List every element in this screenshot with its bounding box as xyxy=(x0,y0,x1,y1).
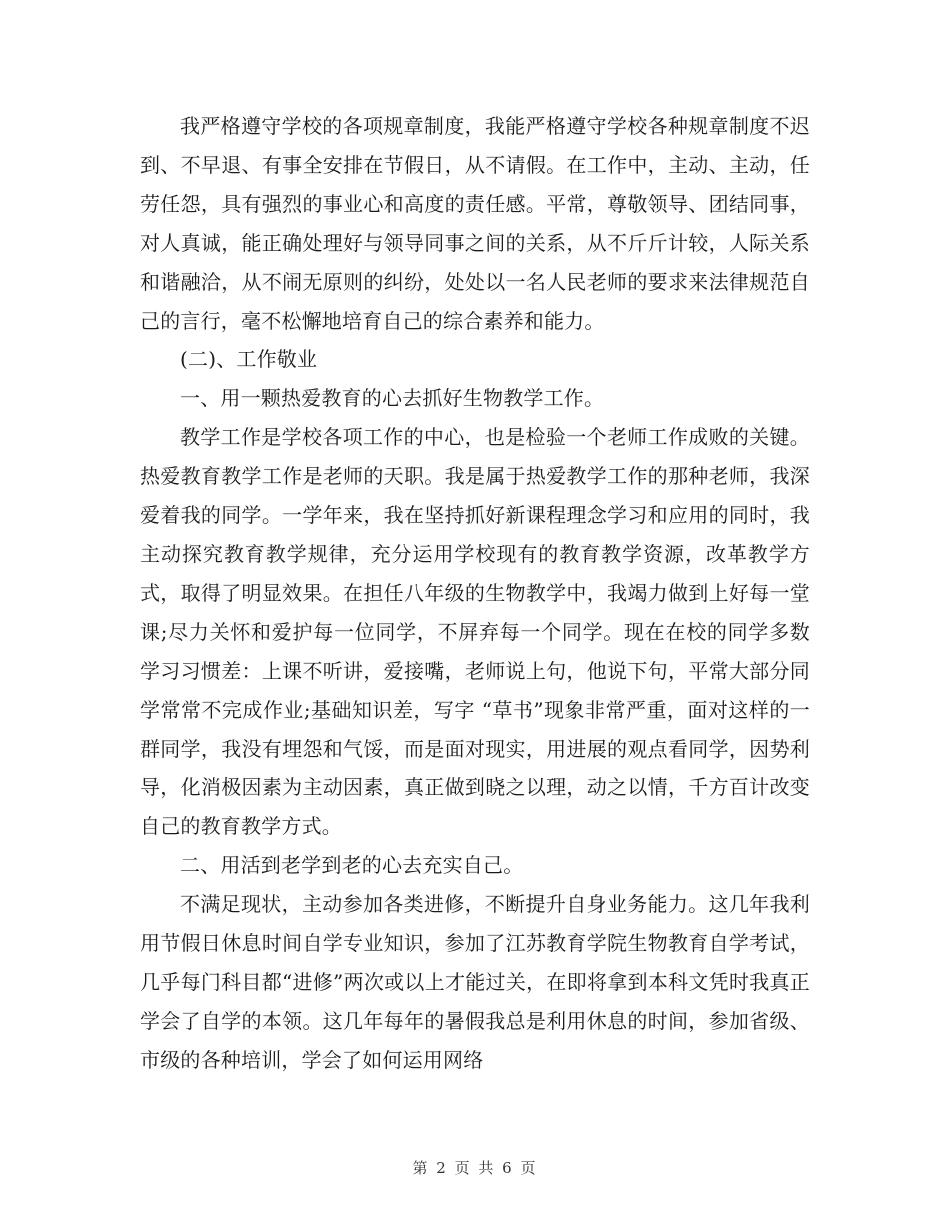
subheading-teaching: 一、用一颗热爱教育的心去抓好生物教学工作。 xyxy=(180,386,605,411)
section-heading-dedication: (二)、工作敬业 xyxy=(180,347,318,372)
page-number-footer: 第 2 页 共 6 页 xyxy=(412,1159,538,1177)
paragraph-self-improvement: 不满足现状，主动参加各类进修，不断提升自身业务能力。这几年我利用节假日休息时间自学专业知识，参加了江苏教育学院生物教育自学考试，几乎每门科目都“进修”两次或以上才能过关，在即将拿到本科文凭时我真正学会了自学的本领。这几年每年的暑假我总是利用休息的时间，参加省级、市级的各种培训，学会了如何运用网络 xyxy=(140,892,810,1072)
paragraph-teaching: 教学工作是学校各项工作的中心，也是检验一个老师工作成败的关键。热爱教育教学工作是老师的天职。我是属于热爱教学工作的那种老师，我深爱着我的同学。一学年来，我在坚持抓好新课程理念学习和应用的同时，我主动探究教育教学规律，充分运用学校现有的教育教学资源，改革教学方式，取得了明显效果。在担任八年级的生物教学中，我竭力做到上好每一堂课;尽力关怀和爱护每一位同学，不屏弃每一个同学。现在在校的同学多数学习习惯差：上课不听讲，爱接嘴，老师说上句，他说下句，平常大部分同学常常不完成作业;基础知识差，写字 “草书”现象非常严重，面对这样的一群同学，我没有埋怨和气馁，而是面对现实，用进展的观点看同学，因势利导，化消极因素为主动因素，真正做到晓之以理，动之以情，千方百计改变自己的教育教学方式。 xyxy=(140,425,810,839)
document-body xyxy=(140,107,810,1080)
subheading-lifelong-learning: 二、用活到老学到老的心去充实自己。 xyxy=(180,853,524,878)
paragraph-discipline: 我严格遵守学校的各项规章制度，我能严格遵守学校各种规章制度不迟到、不早退、有事全安排在节假日，从不请假。在工作中，主动、主动，任劳任怨，具有强烈的事业心和高度的责任感。平常，尊敬领导、团结同事，对人真诚，能正确处理好与领导同事之间的关系，从不斤斤计较，人际关系和谐融洽，从不闹无原则的纠纷，处处以一名人民老师的要求来法律规范自己的言行，毫不松懈地培育自己的综合素养和能力。 xyxy=(140,114,810,333)
